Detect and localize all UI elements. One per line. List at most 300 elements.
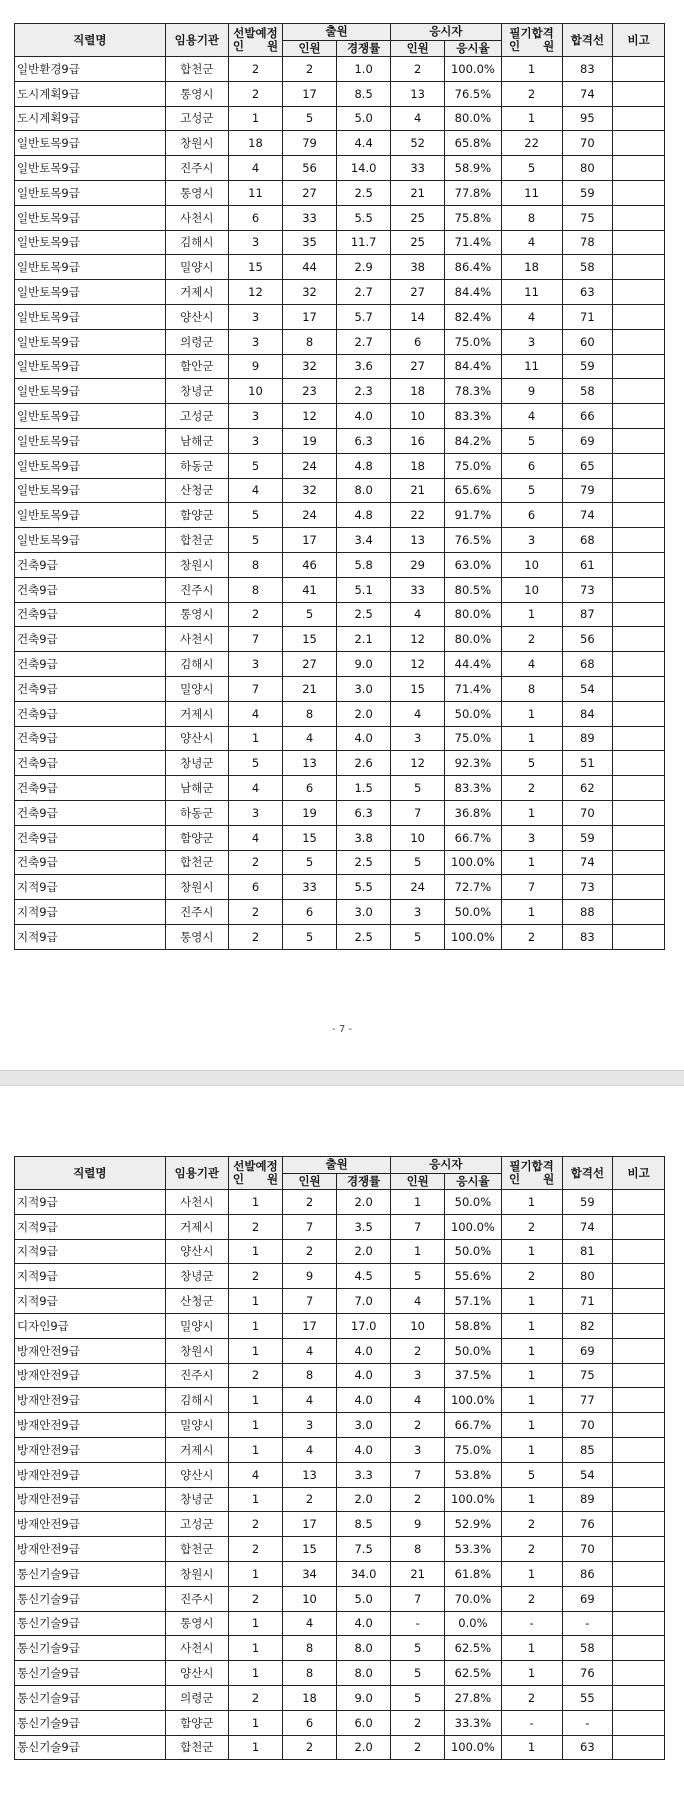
cell-remarks <box>613 875 665 900</box>
table-row <box>15 428 665 453</box>
cell-written-pass: 4 <box>501 304 562 329</box>
cell-exam-rate: 70.0% <box>445 1586 501 1611</box>
table-row <box>15 1561 665 1586</box>
cell-agency: 남해군 <box>165 428 228 453</box>
cell-cutoff: 74 <box>562 1214 613 1239</box>
page-number: - 7 - <box>332 1024 352 1035</box>
cell-applicants: 5 <box>283 850 337 875</box>
cell-competition: 4.0 <box>337 1388 391 1413</box>
header-examinees: 응시자 <box>391 1157 501 1174</box>
cell-job: 건축9급 <box>15 652 166 677</box>
cell-planned: 4 <box>228 825 282 850</box>
cell-exam-rate: 57.1% <box>445 1289 501 1314</box>
cell-applicants: 35 <box>283 230 337 255</box>
cell-cutoff: 83 <box>562 57 613 82</box>
cell-written-pass: 4 <box>501 652 562 677</box>
cell-agency: 거제시 <box>165 1437 228 1462</box>
table-row <box>15 1338 665 1363</box>
cell-agency: 양산시 <box>165 1239 228 1264</box>
cell-examinees: 2 <box>391 1735 445 1760</box>
cell-agency: 고성군 <box>165 106 228 131</box>
table-row <box>15 875 665 900</box>
cell-planned: 2 <box>228 1214 282 1239</box>
cell-written-pass: 1 <box>501 1437 562 1462</box>
cell-applicants: 12 <box>283 404 337 429</box>
cell-planned: 4 <box>228 776 282 801</box>
cell-exam-rate: 66.7% <box>445 825 501 850</box>
cell-competition: 9.0 <box>337 652 391 677</box>
header-written-pass: 필기합격 인 원 <box>501 1157 562 1190</box>
cell-cutoff: 61 <box>562 552 613 577</box>
cell-remarks <box>613 924 665 949</box>
cell-applicants: 56 <box>283 156 337 181</box>
cell-applicants: 44 <box>283 255 337 280</box>
table-row <box>15 503 665 528</box>
cell-written-pass: 1 <box>501 1239 562 1264</box>
cell-job: 방재안전9급 <box>15 1388 166 1413</box>
cell-competition: 9.0 <box>337 1685 391 1710</box>
cell-job: 일반토목9급 <box>15 354 166 379</box>
cell-competition: 8.5 <box>337 81 391 106</box>
cell-competition: 5.1 <box>337 577 391 602</box>
cell-competition: 2.6 <box>337 751 391 776</box>
cell-exam-rate: 50.0% <box>445 701 501 726</box>
cell-competition: 2.5 <box>337 602 391 627</box>
cell-agency: 합천군 <box>165 850 228 875</box>
cell-job: 건축9급 <box>15 602 166 627</box>
cell-agency: 양산시 <box>165 1661 228 1686</box>
cell-applicants: 33 <box>283 875 337 900</box>
cell-competition: 2.9 <box>337 255 391 280</box>
table-row <box>15 652 665 677</box>
cell-planned: 2 <box>228 900 282 925</box>
cell-applicants: 4 <box>283 1388 337 1413</box>
cell-competition: 3.0 <box>337 1413 391 1438</box>
header-examinees: 응시자 <box>391 24 501 41</box>
cell-competition: 3.0 <box>337 900 391 925</box>
cell-job: 건축9급 <box>15 552 166 577</box>
table-header <box>15 24 665 57</box>
cell-remarks <box>613 1487 665 1512</box>
cell-exam-rate: 76.5% <box>445 528 501 553</box>
cell-exam-rate: 44.4% <box>445 652 501 677</box>
cell-applicants: 6 <box>283 900 337 925</box>
cell-job: 일반토목9급 <box>15 230 166 255</box>
cell-applicants: 24 <box>283 453 337 478</box>
cell-written-pass: 3 <box>501 825 562 850</box>
cell-agency: 통영시 <box>165 180 228 205</box>
cell-agency: 밀양시 <box>165 1413 228 1438</box>
cell-job: 방재안전9급 <box>15 1537 166 1562</box>
cell-written-pass: - <box>501 1710 562 1735</box>
header-job: 직렬명 <box>15 1157 166 1190</box>
cell-examinees: 33 <box>391 156 445 181</box>
cell-written-pass: 1 <box>501 1561 562 1586</box>
cell-applicants: 8 <box>283 329 337 354</box>
cell-applicants: 2 <box>283 1735 337 1760</box>
cell-planned: 1 <box>228 1710 282 1735</box>
cell-written-pass: 1 <box>501 1735 562 1760</box>
table-row <box>15 57 665 82</box>
header-written-pass: 필기합격 인 원 <box>501 24 562 57</box>
cell-examinees: 3 <box>391 726 445 751</box>
cell-job: 일반토목9급 <box>15 428 166 453</box>
cell-written-pass: 1 <box>501 900 562 925</box>
cell-written-pass: 5 <box>501 478 562 503</box>
cell-written-pass: 4 <box>501 404 562 429</box>
cell-applicants: 2 <box>283 1239 337 1264</box>
table-row <box>15 1537 665 1562</box>
cell-agency: 사천시 <box>165 1636 228 1661</box>
cell-exam-rate: 75.8% <box>445 205 501 230</box>
table-row <box>15 1512 665 1537</box>
cell-cutoff: 73 <box>562 875 613 900</box>
cell-competition: 2.5 <box>337 180 391 205</box>
cell-remarks <box>613 726 665 751</box>
header-examinees-count: 인원 <box>391 40 445 57</box>
header-cutoff: 합격선 <box>562 24 613 57</box>
cell-examinees: 1 <box>391 1239 445 1264</box>
cell-written-pass: 6 <box>501 503 562 528</box>
cell-exam-rate: 100.0% <box>445 1487 501 1512</box>
cell-competition: 34.0 <box>337 1561 391 1586</box>
cell-planned: 11 <box>228 180 282 205</box>
cell-examinees: 16 <box>391 428 445 453</box>
cell-written-pass: 11 <box>501 280 562 305</box>
cell-written-pass: 5 <box>501 1462 562 1487</box>
cell-applicants: 17 <box>283 1512 337 1537</box>
cell-written-pass: 11 <box>501 354 562 379</box>
cell-cutoff: 85 <box>562 1437 613 1462</box>
cell-remarks <box>613 57 665 82</box>
cell-job: 디자인9급 <box>15 1313 166 1338</box>
cell-written-pass: 1 <box>501 1636 562 1661</box>
cell-remarks <box>613 602 665 627</box>
cell-exam-rate: 58.9% <box>445 156 501 181</box>
cell-cutoff: 68 <box>562 652 613 677</box>
cell-remarks <box>613 776 665 801</box>
cell-planned: 5 <box>228 453 282 478</box>
cell-planned: 1 <box>228 1338 282 1363</box>
header-planned: 선발예정 인 원 <box>228 1157 282 1190</box>
cell-job: 일반토목9급 <box>15 478 166 503</box>
cell-examinees: 5 <box>391 1685 445 1710</box>
table-row <box>15 602 665 627</box>
cell-planned: 18 <box>228 131 282 156</box>
cell-planned: 5 <box>228 503 282 528</box>
cell-cutoff: 59 <box>562 825 613 850</box>
cell-cutoff: 70 <box>562 131 613 156</box>
cell-competition: 8.5 <box>337 1512 391 1537</box>
cell-examinees: 21 <box>391 1561 445 1586</box>
cell-competition: 5.0 <box>337 106 391 131</box>
cell-applicants: 8 <box>283 1636 337 1661</box>
cell-job: 건축9급 <box>15 726 166 751</box>
header-cutoff: 합격선 <box>562 1157 613 1190</box>
cell-job: 일반토목9급 <box>15 528 166 553</box>
table-row <box>15 230 665 255</box>
cell-written-pass: 9 <box>501 379 562 404</box>
table-row <box>15 255 665 280</box>
cell-agency: 창녕군 <box>165 1264 228 1289</box>
cell-examinees: 4 <box>391 602 445 627</box>
cell-competition: 14.0 <box>337 156 391 181</box>
cell-job: 도시계획9급 <box>15 81 166 106</box>
cell-applicants: 46 <box>283 552 337 577</box>
cell-applicants: 7 <box>283 1289 337 1314</box>
cell-cutoff: 58 <box>562 1636 613 1661</box>
cell-planned: 8 <box>228 552 282 577</box>
cell-remarks <box>613 404 665 429</box>
cell-written-pass: 2 <box>501 81 562 106</box>
cell-exam-rate: 76.5% <box>445 81 501 106</box>
cell-agency: 사천시 <box>165 1190 228 1215</box>
cell-agency: 창원시 <box>165 1338 228 1363</box>
table-row <box>15 577 665 602</box>
cell-cutoff: 87 <box>562 602 613 627</box>
cell-applicants: 27 <box>283 652 337 677</box>
cell-competition: 4.0 <box>337 1338 391 1363</box>
table-row <box>15 1661 665 1686</box>
table-row <box>15 304 665 329</box>
cell-exam-rate: 52.9% <box>445 1512 501 1537</box>
cell-applicants: 21 <box>283 676 337 701</box>
cell-examinees: 9 <box>391 1512 445 1537</box>
cell-remarks <box>613 1239 665 1264</box>
cell-written-pass: 1 <box>501 57 562 82</box>
cell-remarks <box>613 478 665 503</box>
cell-job: 지적9급 <box>15 924 166 949</box>
cell-job: 방재안전9급 <box>15 1338 166 1363</box>
cell-agency: 통영시 <box>165 924 228 949</box>
cell-competition: 2.7 <box>337 329 391 354</box>
cell-agency: 하동군 <box>165 800 228 825</box>
cell-cutoff: 88 <box>562 900 613 925</box>
cell-remarks <box>613 1313 665 1338</box>
cell-cutoff: 55 <box>562 1685 613 1710</box>
cell-remarks <box>613 1561 665 1586</box>
cell-competition: 4.5 <box>337 1264 391 1289</box>
cell-cutoff: 89 <box>562 726 613 751</box>
cell-exam-rate: 83.3% <box>445 404 501 429</box>
cell-planned: 3 <box>228 230 282 255</box>
cell-exam-rate: 75.0% <box>445 1437 501 1462</box>
cell-written-pass: 2 <box>501 1214 562 1239</box>
cell-planned: 4 <box>228 156 282 181</box>
cell-job: 일반토목9급 <box>15 156 166 181</box>
cell-planned: 1 <box>228 1437 282 1462</box>
cell-applicants: 15 <box>283 627 337 652</box>
table-row <box>15 1214 665 1239</box>
cell-remarks <box>613 453 665 478</box>
cell-exam-rate: 71.4% <box>445 676 501 701</box>
cell-competition: 2.3 <box>337 379 391 404</box>
cell-competition: 2.7 <box>337 280 391 305</box>
cell-remarks <box>613 1537 665 1562</box>
cell-exam-rate: 100.0% <box>445 850 501 875</box>
cell-planned: 2 <box>228 1685 282 1710</box>
cell-job: 지적9급 <box>15 1190 166 1215</box>
cell-examinees: 6 <box>391 329 445 354</box>
cell-examinees: 5 <box>391 1661 445 1686</box>
cell-cutoff: 86 <box>562 1561 613 1586</box>
cell-cutoff: 59 <box>562 1190 613 1215</box>
cell-job: 일반토목9급 <box>15 280 166 305</box>
cell-cutoff: 69 <box>562 1338 613 1363</box>
cell-job: 건축9급 <box>15 701 166 726</box>
cell-job: 지적9급 <box>15 1264 166 1289</box>
cell-applicants: 18 <box>283 1685 337 1710</box>
cell-remarks <box>613 1264 665 1289</box>
table-row <box>15 1735 665 1760</box>
cell-planned: 6 <box>228 875 282 900</box>
cell-written-pass: 1 <box>501 726 562 751</box>
cell-job: 일반토목9급 <box>15 255 166 280</box>
cell-examinees: 13 <box>391 81 445 106</box>
table-row <box>15 1636 665 1661</box>
cell-competition: 2.1 <box>337 627 391 652</box>
cell-agency: 김해시 <box>165 230 228 255</box>
cell-written-pass: 2 <box>501 1586 562 1611</box>
cell-remarks <box>613 81 665 106</box>
header-agency: 임용기관 <box>165 24 228 57</box>
header-applicants: 출원 <box>283 1157 391 1174</box>
cell-job: 일반토목9급 <box>15 131 166 156</box>
cell-competition: 2.0 <box>337 1190 391 1215</box>
cell-examinees: 12 <box>391 652 445 677</box>
cell-exam-rate: 33.3% <box>445 1710 501 1735</box>
cell-planned: 3 <box>228 304 282 329</box>
cell-agency: 진주시 <box>165 156 228 181</box>
cell-job: 건축9급 <box>15 850 166 875</box>
cell-agency: 함양군 <box>165 503 228 528</box>
cell-agency: 하동군 <box>165 453 228 478</box>
cell-planned: 10 <box>228 379 282 404</box>
cell-examinees: 21 <box>391 180 445 205</box>
cell-job: 건축9급 <box>15 751 166 776</box>
cell-exam-rate: 77.8% <box>445 180 501 205</box>
table-row <box>15 528 665 553</box>
cell-agency: 진주시 <box>165 1363 228 1388</box>
cell-written-pass: 1 <box>501 1487 562 1512</box>
cell-cutoff: 74 <box>562 503 613 528</box>
cell-competition: 4.4 <box>337 131 391 156</box>
cell-remarks <box>613 1586 665 1611</box>
cell-applicants: 34 <box>283 1561 337 1586</box>
cell-examinees: 14 <box>391 304 445 329</box>
cell-cutoff: 70 <box>562 1537 613 1562</box>
cell-competition: 4.0 <box>337 1611 391 1636</box>
cell-agency: 합천군 <box>165 57 228 82</box>
cell-cutoff: 68 <box>562 528 613 553</box>
cell-applicants: 27 <box>283 180 337 205</box>
recruitment-results-table <box>14 1156 665 1760</box>
cell-written-pass: 10 <box>501 577 562 602</box>
cell-agency: 의령군 <box>165 1685 228 1710</box>
cell-competition: 7.0 <box>337 1289 391 1314</box>
cell-applicants: 24 <box>283 503 337 528</box>
cell-planned: 1 <box>228 1661 282 1686</box>
cell-written-pass: 10 <box>501 552 562 577</box>
cell-agency: 양산시 <box>165 304 228 329</box>
cell-applicants: 17 <box>283 528 337 553</box>
cell-exam-rate: 91.7% <box>445 503 501 528</box>
cell-remarks <box>613 354 665 379</box>
cell-examinees: 8 <box>391 1537 445 1562</box>
cell-examinees: 4 <box>391 1289 445 1314</box>
cell-agency: 사천시 <box>165 205 228 230</box>
cell-remarks <box>613 1190 665 1215</box>
cell-remarks <box>613 701 665 726</box>
cell-job: 통신기술9급 <box>15 1710 166 1735</box>
cell-examinees: 27 <box>391 354 445 379</box>
cell-examinees: 2 <box>391 1338 445 1363</box>
cell-job: 건축9급 <box>15 627 166 652</box>
table-row <box>15 1190 665 1215</box>
cell-cutoff: 71 <box>562 1289 613 1314</box>
cell-competition: 3.5 <box>337 1214 391 1239</box>
cell-job: 일반환경9급 <box>15 57 166 82</box>
cell-exam-rate: 50.0% <box>445 1239 501 1264</box>
cell-remarks <box>613 280 665 305</box>
cell-cutoff: 75 <box>562 205 613 230</box>
cell-exam-rate: 65.6% <box>445 478 501 503</box>
table-row <box>15 1685 665 1710</box>
cell-agency: 사천시 <box>165 627 228 652</box>
cell-exam-rate: 62.5% <box>445 1636 501 1661</box>
cell-job: 통신기술9급 <box>15 1586 166 1611</box>
table-row <box>15 404 665 429</box>
cell-job: 일반토목9급 <box>15 404 166 429</box>
cell-agency: 함양군 <box>165 1710 228 1735</box>
header-applicants: 출원 <box>283 24 391 41</box>
cell-exam-rate: 80.5% <box>445 577 501 602</box>
cell-job: 통신기술9급 <box>15 1685 166 1710</box>
cell-cutoff: 95 <box>562 106 613 131</box>
cell-agency: 밀양시 <box>165 255 228 280</box>
cell-exam-rate: 80.0% <box>445 106 501 131</box>
cell-written-pass: 1 <box>501 1313 562 1338</box>
cell-applicants: 6 <box>283 1710 337 1735</box>
cell-planned: 2 <box>228 57 282 82</box>
cell-job: 지적9급 <box>15 1289 166 1314</box>
header-exam-rate: 응시율 <box>445 40 501 57</box>
cell-exam-rate: 36.8% <box>445 800 501 825</box>
cell-cutoff: 80 <box>562 1264 613 1289</box>
cell-written-pass: 2 <box>501 776 562 801</box>
header-applicants-count: 인원 <box>283 40 337 57</box>
cell-applicants: 3 <box>283 1413 337 1438</box>
cell-planned: 8 <box>228 577 282 602</box>
cell-remarks <box>613 652 665 677</box>
cell-planned: 2 <box>228 1586 282 1611</box>
header-competition: 경쟁률 <box>337 1173 391 1190</box>
cell-examinees: 1 <box>391 1190 445 1215</box>
cell-planned: 3 <box>228 428 282 453</box>
cell-examinees: 18 <box>391 453 445 478</box>
cell-written-pass: 1 <box>501 1190 562 1215</box>
table-row <box>15 1289 665 1314</box>
cell-planned: 1 <box>228 1313 282 1338</box>
cell-exam-rate: 72.7% <box>445 875 501 900</box>
table-row <box>15 924 665 949</box>
cell-competition: 2.0 <box>337 1735 391 1760</box>
cell-examinees: 5 <box>391 1264 445 1289</box>
cell-exam-rate: 27.8% <box>445 1685 501 1710</box>
cell-applicants: 10 <box>283 1586 337 1611</box>
cell-planned: 2 <box>228 81 282 106</box>
cell-examinees: 5 <box>391 850 445 875</box>
